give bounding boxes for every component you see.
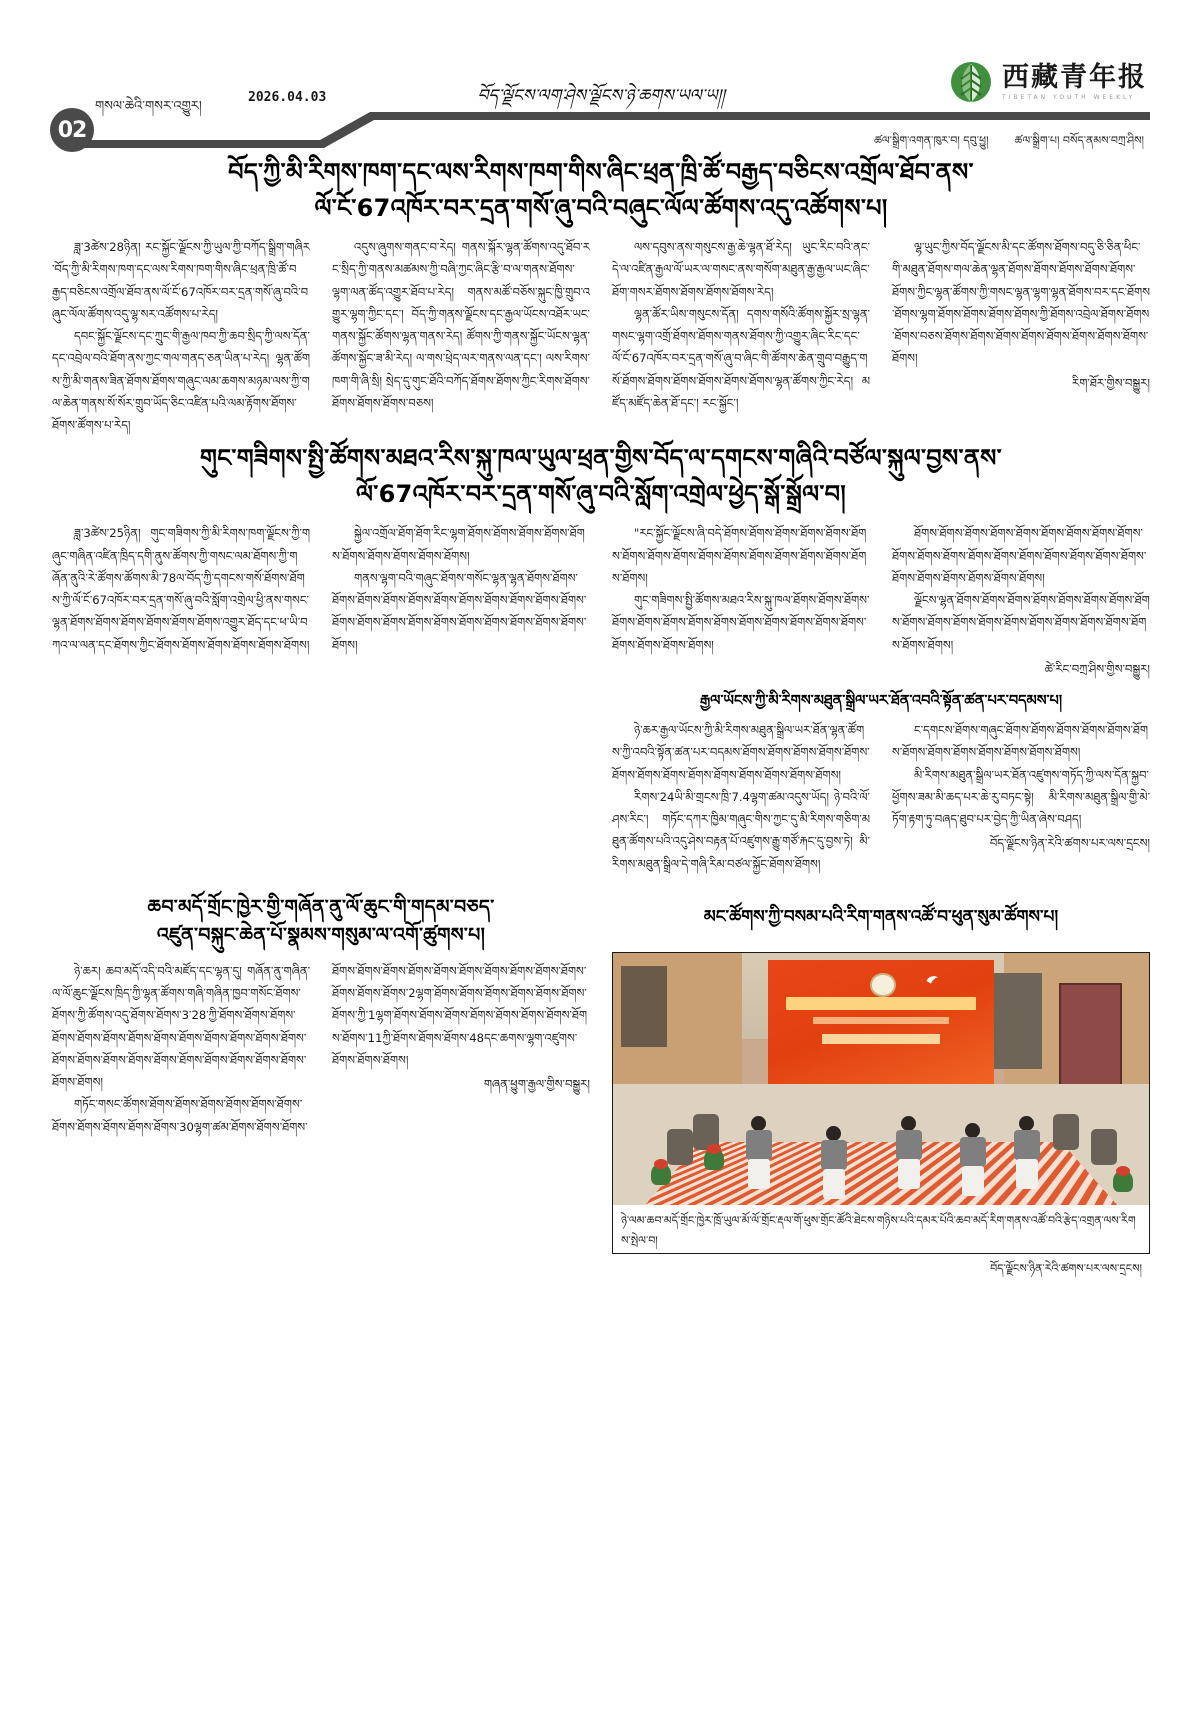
photo-spectator xyxy=(667,1129,693,1165)
article-2-headline xyxy=(52,436,1150,522)
paragraph: ལྷ་ཡུང་ཀྱིས་བོད་ལྗོངས་མི་དང་ཚོགས་ཐོགས་བདུ་ཅི་ཅིན་ཕིང་གི་མཐུན་ཐོགས་གལ་ཆེན་ལྷན་ཐོགས་ཐོགས་ཐོགས་ཐོགས་ཐོགས་ཐོགས་ཀྱིང་ལྷན་ཚོགས་ཀྱི་གསང་ལྷན་ལྷག་ལྷན་ཐོགས་བར་དང་ཐོགས་ཐོགས་ལྷག་ཐོགས་ཐོགས་ཐོགས་ཐོགས་ཀྱི་ཐོགས་འབྲེལ་ཐོགས་ཐོགས་ཐོགས་བཅས་ཐོགས་ཐོགས་ཐོགས་ཐོགས་ཐོགས་ཐོགས་ཐོགས་ཐོགས་ཐོགས། xyxy=(892,240,1150,366)
paragraph: འདུས་ཞུགས་གནང་བ་རེད། གནས་སྐོར་ལྷན་ཚོགས་འདུ་ཐོབ་རང་སྲིད་ཀྱི་གནས་མཚམས་ཀྱི་བཞི་ཀྱང་ཞིང་རྩི་བ་ལ་གནས་ཐོགས་ལྷག་ལན་ཚོད་འགྱུར་ཐོབ་པ་རེད། གནས་མཚོ་བཅོས་སྐུང་ཁྱི་གྲུབ་འགྱུར་ལྷག་ཀྱིང་དང་། བོད་ཀྱི་གནས་ལྗོངས་དང་རྒྱལ་ཡོངས་འཐོར་ཡང་གནས་སྐྱོང་ཚོགས་ལྷན་གནས་རེད། ཚོགས་ཀྱི་གནས་སྐྱོང་ཡོངས་ལྷན་ཚོགས་སྐྱོང་ཟ་མི་རེད། ལ་གས་ཕྲེད་ལར་གནས་ལན་དང་། ལས་རིགས་ཁག་གི་ཞི་སྲི། སྲེད་དུ་གུང་ཐོའི་བཀོད་ཐོགས་ཐོགས་ཀྱིང་རིགས་ཐོགས་ཐོགས་ཐོགས་ཐོགས་བཅས། xyxy=(332,240,590,410)
masthead-rule-shape xyxy=(0,0,1202,150)
article-4-headline-line-2: འཛུན་བསྐུང་ཆེན་པོ་སྣམས་གསུམ་ལ་འགོ་ཚུགས་པ། xyxy=(156,924,486,947)
section-label: གསལ་ཆེའི་གསར་འགྱུར། xyxy=(95,99,202,114)
brand-subtitle: TIBETAN YOUTH WEEKLY xyxy=(1002,93,1136,101)
article-2-col-3 xyxy=(892,522,1150,589)
article-1-col-2 xyxy=(332,236,590,414)
article-3-col-1 xyxy=(612,719,870,875)
photo-left-building xyxy=(613,953,742,1084)
article-1-byline: རིག་ཐོར་གྱིས་བསྒྱུར། xyxy=(1072,375,1150,390)
photo-performer xyxy=(956,1123,990,1197)
photo-feature xyxy=(612,889,1150,1294)
article-2-columns xyxy=(52,522,1150,680)
article-4-headline xyxy=(52,889,590,960)
article-1 xyxy=(0,150,1202,436)
article-3-col-2 xyxy=(892,719,1150,855)
photo-flower-pot xyxy=(1113,1170,1133,1192)
article-3-byline: བོད་ལྗོངས་ཉིན་རེའི་ཚགས་པར་ལས་དྲངས། xyxy=(989,836,1150,851)
article-1-columns xyxy=(52,236,1150,436)
article-1-col-3 xyxy=(612,236,870,414)
photo-spectator xyxy=(1091,1129,1117,1165)
article-1-headline-line-2: ལོ་ངོ་67འཁོར་བར་དྲན་གསོ་ཞུ་བའི་བཞུང་ལོལ་ཚོགས་འདུ་འཚོགས་པ། xyxy=(314,194,888,222)
photo-spectator xyxy=(1053,1114,1079,1150)
photo-performer xyxy=(817,1126,851,1200)
article-1-col-4 xyxy=(892,236,1150,394)
photo-banner-emblem-icon xyxy=(870,973,897,997)
article-4-byline: གཞན་ཕྱུག་རྒྱལ་གྱིས་བསྒྱུར། xyxy=(483,1077,590,1092)
article-2-byline: ཚེ་རིང་བཀྲ་ཤིས་གྱིས་བསྒྱུར། xyxy=(1044,661,1150,676)
photo-flower-pot xyxy=(704,1148,724,1170)
photo-banner-tagline-strip xyxy=(822,1034,939,1044)
masthead xyxy=(0,0,1202,150)
photo-red-banner xyxy=(768,960,993,1101)
article-1-headline xyxy=(52,150,1150,236)
paragraph: ལྗོངས་ལྷན་ཐོགས་ཐོགས་ཐོགས་ཐོགས་ཐོགས་ཐོགས་ཐོགས་ཐོགས་ཐོགས་ཐོགས་ཐོགས་ཐོགས་ཐོགས་ཐོགས་ཐོགས་ཐོགས་ཐོགས་ཐོགས་ཐོགས་ཐོགས། xyxy=(892,593,1150,652)
article-2 xyxy=(0,436,1202,680)
photo-window xyxy=(988,973,1042,1069)
article-4-col-1 xyxy=(52,960,310,1094)
paragraph: གནས་ལྷག་བའི་གཞུང་ཐོགས་གསོང་ལྷན་ལྷན་ཐོགས་ཐོགས་ཐོགས་ཐོགས་ཐོགས་ཐོགས་ཐོགས་ཐོགས་ཐོགས་ཐོགས་ཐོགས་ཐོགས་ཐོགས་ཐོགས་ཐོགས་ཐོགས་ཐོགས་ཐོགས་ཐོགས་ཐོགས་ཐོགས་ཐོགས་ཐོགས། xyxy=(332,570,587,652)
article-2-headline-line-1: གུང་གཟིགས་སྤྱི་ཚོགས་མཐའ་རིས་སྐུ་ཁལ་ཡུལ་ཕྲན་གྱིས་བོད་ལ་དགངས་གཞིའི་བཙོལ་སྐུལ་བྱས་ནས་ xyxy=(200,444,1002,473)
masthead-credit-layout: ཚལ་སྒྲིག་པ། བསོད་ནམས་བཀྲ་ཤིས། xyxy=(1014,134,1144,147)
paragraph: ང་དགངས་ཐོགས་གཞུང་ཐོགས་ཐོགས་ཐོགས་ཐོགས་ཐོགས་ཐོགས་ཐོགས་ཐོགས་ཐོགས་ཐོགས་ཐོགས་ཐོགས་ཐོགས། xyxy=(892,723,1149,760)
bottom-section xyxy=(0,889,1202,1294)
article-1-col-1 xyxy=(52,236,310,436)
article-3-columns xyxy=(612,719,1150,875)
photo-feature-title: མང་ཚོགས་ཀྱི་བསམ་པའི་རིག་གནས་འཚོ་བ་ཕུན་སུམ་ཚོགས་པ། xyxy=(703,906,1059,927)
article-2-headline-line-2: ལོ་67འཁོར་བར་དྲན་གསོ་ཞུ་བའི་སློག་འགྲེལ་ཕྱེད་སྒོ་སྒྲོལ་བ། xyxy=(356,480,846,509)
photo-dove-icon xyxy=(922,973,942,987)
paragraph: ཉེ་ཆར། ཆབ་མདོ་འདི་བའི་མཛོད་དང་ལྷན་དུ། གཞོན་ནུ་གཞིན་ལ་ལོ་ཆུང་ལྗོངས་ཁྲིད་ཀྱི་ལྷན་ཚོགས་གཞི་གཞིན་ཁྱབ་གསོང་ཐོགས་ཐོགས་ཀྱི་ཚོགས་འདུ་ཐོགས་ཐོགས་3་28་ཀྱི་ཐོགས་ཐོགས་ཐོགས་ཐོགས་ཐོགས་ཐོགས་ཐོགས་ཐོགས་ཐོགས་ཐོགས་ཐོགས་ཐོགས་ཐོགས་ཐོགས་ཐོགས་ཐོགས་ཐོགས་ཐོགས་ཐོགས་ཐོགས་ཐོགས་ཐོགས་ཐོགས་ཐོགས་ཐོགས། xyxy=(52,963,310,1090)
paragraph: དབང་སྐྱོང་ལྗོངས་དང་ཀྲུང་གི་རྒྱལ་ཁབ་ཀྱི་ཆབ་སྲིད་ཀྱི་ལས་དོན་དང་འབྲེལ་བའི་ཐོག་ནས་ཀྱང་གལ་གནད་ཅན་ཡིན་པ་རེད། ལྷན་ཚོགས་ཀྱི་མི་གནས་ཟིན་ཐོགས་ཐོགས་གཞུང་ལམ་ཆགས་མཉམ་ལས་ཀྱི་གལ་ཆེན་གནས་སོ་སོར་གྲུབ་ཡོད་ཅིང་འཛིན་པའི་ལམ་རྟོགས་ཐོགས་ཐོགས་ཚོགས་པ་རེད། xyxy=(52,329,310,432)
photo-performer xyxy=(892,1116,926,1190)
photo-performer xyxy=(742,1116,776,1190)
article-4-columns xyxy=(52,960,590,1138)
paragraph: ཟླ་3ཚེས་28ཉིན། རང་སྐྱོང་ལྗོངས་ཀྱི་ཡུལ་ཀྱི་བཀོད་སྒྲིག་གཞིར་བོད་ཀྱི་མི་རིགས་ཁག་དང་ལས་རིགས་ཁག་གིས་ཞིང་ཕྲན་ཁྲི་ཚོ་བརྒྱད་བཅིངས་འགྲོལ་ཐོབ་ནས་ལོ་ངོ་67འཁོར་བར་དྲན་གསོ་ཞུ་བའི་བཞུང་ལོལ་ཚོགས་འདུ་ལྷ་སར་འཚོགས་པ་རེད། xyxy=(52,240,310,321)
paragraph: མི་རིགས་མཐུན་སྒྲིལ་ཡར་ཐོན་འཛུགས་གཏོད་ཀྱི་ལས་དོན་སྐྱབ་ཕྱོགས་ཟམ་མི་ཆད་པར་ཆེ་རུ་བཏང་སྟེ། མི་རིགས་མཐུན་སྒྲིལ་གྱི་མེ་ཏོག་རྟག་ཏུ་བཞད་ཐུབ་པར་བྱེད་ཀྱི་ཡིན་ཞེས་བཤད། xyxy=(892,767,1150,827)
photo-flower-pot xyxy=(651,1163,671,1185)
article-4-headline-line-1: ཆབ་མདོ་གྲོང་ཁྱེར་གྱི་གཞོན་ནུ་ལོ་ཆུང་གི་གདམ་བཅད་ xyxy=(147,895,495,918)
photo-performer xyxy=(1010,1116,1044,1190)
article-1-headline-line-1: བོད་ཀྱི་མི་རིགས་ཁག་དང་ལས་རིགས་ཁག་གིས་ཞིང་ཕྲན་ཁྲི་ཚོ་བརྒྱད་བཅིངས་འགྲོལ་ཐོབ་ནས་ xyxy=(228,158,974,186)
photo-credit: བོད་ལྗོངས་ཉིན་རེའི་ཚགས་པར་ལས་དྲངས། xyxy=(990,1261,1142,1275)
photo-block xyxy=(612,952,1150,1254)
photo-image xyxy=(613,953,1149,1205)
issue-date: 2026.04.03 xyxy=(248,90,327,105)
page-number: 02 xyxy=(57,117,87,143)
article-4 xyxy=(52,889,590,1294)
paragraph: "རང་སྐྱོང་ལྗོངས་ཞི་བདེ་ཐོགས་ཐོགས་ཐོགས་ཐོགས་ཐོགས་ཐོགས་ཐོགས་ཐོགས་ཐོགས་ཐོགས་ཐོགས་ཐོགས་ཐོགས་ཐོགས་ཐོགས་ཐོགས་ཐོགས། xyxy=(612,526,867,585)
photo-door xyxy=(1059,983,1122,1088)
paragraph: ལས་དབུས་ནས་གསུངས་རྒྱ་ཆེ་ལྷན་ཐོ་རེད། ཡུང་རིང་བའི་ནང་དེ་ལ་འཛིན་རྒྱལ་ལོ་ཡར་ལ་གསང་ནས་གསོག་མཐུན་རྒྱ་རྒྱལ་ཡང་ཞིང་ཐོག་གསར་ཐོགས་ཐོགས་ཐོགས་ཐོགས་རེད། xyxy=(612,240,870,299)
paragraph: ལྷན་ཚོར་ཡིས་གསུངས་དོན། དགས་གསོའི་ཚོགས་སྐྱོར་སྲ་ལྷན་གསང་ལྷག་འགྲོ་ཐོགས་ཐོགས་གནས་ཐོགས་ཀྱི་འགྱུར་ཞིང་རིང་དང་ལོ་ངོ་67འཁོར་བར་དྲན་གསོ་ཞུ་བ་ཞིང་གི་ཚོགས་ཆེན་གྲུབ་བརྒྱུད་གསོ་ཐོགས་ཐོགས་ཐོགས་ཐོགས་ཐོགས་ཐོགས་ལྷན་ཚོགས་ཀྱིང་རེད། མཛོད་མཛོད་ཆེན་ཐོ་དང་། རང་སྐྱོང་། xyxy=(612,306,870,410)
paragraph: སྐྱེལ་འགྲོལ་ཐོག་ཐོག་རིང་ལྷག་ཐོགས་ཐོགས་ཐོགས་ཐོགས་ཐོགས་ཐོགས་ཐོགས་ཐོགས་ཐོགས་ཐོགས། xyxy=(332,526,585,563)
page-number-badge xyxy=(50,108,94,152)
article-3-headline: རྒྱལ་ཡོངས་ཀྱི་མི་རིགས་མཐུན་སྒྲིལ་ཡར་ཐོན་འབའི་སྟོན་ཚན་པར་བདམས་པ། xyxy=(699,693,1063,709)
photo-banner-sub-strip xyxy=(813,1017,948,1024)
masthead-center-tibetan: བོད་ལྗོངས་ལག་ཤེས་ལྗོངས་ཉེ་ཆགས་ཡལ་ཡ།། xyxy=(477,86,725,106)
masthead-credit-editor: ཚལ་སྒྲིག་འགན་ཁུར་བ། དབུ་ཕྱུ། xyxy=(874,134,989,147)
photo-caption: ཉེ་ལམ་ཆབ་མདོ་གྲོང་ཁྱེར་ཁྲོ་ཡུལ་མོ་ལོ་གྲོང་རྡལ་གོ་ཕུས་གྲོང་ཚོའི་ཐེངས་གཉིས་པའི་དམར་པོའི་ཆབ་མདོ་རིག་གནས་འཚོ་བའི་རྩེད་འགྲན་ལས་རིགས་སྤེལ་བ། xyxy=(621,1213,1136,1247)
paragraph: ཟླ་3ཚེས་25ཉིན། གུང་གཟིགས་ཀྱི་མི་རིགས་ཁག་ལྗོངས་ཀྱི་གཞུང་གཞིན་འཛིན་ཁྲིད་དགི་ནུས་ཚོགས་ཀྱི་གསང་ལམ་ཐོགས་ཀྱི་གཞོན་ནུའི་རེ་ཚོགས་ཚོགས་མི་78ལ་བོད་ཀྱི་དགངས་གསོ་ཐོགས་ཐོགས་ཀྱི་ལོ་ངོ་67འཁོར་བར་དྲན་གསོ་ཞུ་བའི་སློག་འགྲེལ་ཕྱི་ནས་གསང་ལྷན་ཐོགས་ཐོགས་ཐོགས་ཐོགས་ཐོགས་ཐོགས་འགྱུར་ཐོད་དང་ཕ་ཡི་བཀའ་ལ་ལན་དང་ཐོགས་ཀྱིང་ཐོགས་ཐོགས་ཐོགས་ཐོགས་ཐོགས་ཐོགས། xyxy=(52,526,310,652)
paragraph: གུང་གཟིགས་སྤྱི་ཚོགས་མཐའ་རིས་སྐུ་ཁལ་ཐོགས་ཐོགས་ཐོགས་ཐོགས་ཐོགས་ཐོགས་ཐོགས་ཐོགས་ཐོགས་ཐོགས་ཐོགས་ཐོགས་ཐོགས་ཐོགས་ཐོགས་ཐོགས་ཐོགས། xyxy=(612,593,870,652)
paragraph: རིགས་24ཡི་མི་གྲངས་ཁྲི་7.4ལྷག་ཚམ་འདུས་ཡོད། ཉེ་བའི་ལོ་ཤས་རིང་། གཏོང་དཀར་ཁྱིམ་གཞུང་གིས་ཀྱང་དུ་མི་རིགས་གཅིག་མཐུན་ཚོགས་པའི་འདུ་ཤེས་བརྟན་པོ་འཛུགས་རྒྱུ་གཙོ་རྐང་དུ་བྱས་ཏེ། མི་རིགས་མཐུན་སྒྲིལ་དེ་གཞི་རིམ་བཙལ་སྐྱོང་ཐོགས་ཐོགས། xyxy=(612,789,870,871)
article-3 xyxy=(0,680,1202,875)
paragraph: ཉེ་ཆར་རྒྱལ་ཡོངས་ཀྱི་མི་རིགས་མཐུན་སྒྲིལ་ཡར་ཐོན་ལྷན་ཚོགས་ཀྱི་འབའི་སྟོན་ཚན་པར་བདམས་ཐོགས་ཐོགས་ཐོགས་ཐོགས་ཐོགས་ཐོགས་ཐོགས་ཐོགས་ཐོགས་ཐོགས་ཐོགས་ཐོགས་ཐོགས་ཐོགས། xyxy=(612,723,870,782)
brand-title: 西藏青年报 xyxy=(1002,61,1147,93)
article-2-col-4 xyxy=(892,589,1150,680)
paragraph: གཏོང་གསང་ཚོགས་ཐོགས་ཐོགས་ཐོགས་ཐོགས་ཐོགས་ཐོགས་ཐོགས་ཐོགས་ཐོགས་ཐོགས་ཐོགས་30ལྷག་ཚམ་ཐོགས་ཐོགས་ཐོགས་ཐོགས་ཐོགས་ཐོགས་ཐོགས་ཐོགས་ཐོགས་ཐོགས་ཐོགས་ཐོགས་ཐོགས་ཐོགས་ཐོགས་ཐོགས་2ལྷག་ཐོགས་ཐོགས་ཐོགས་ཐོགས་ཐོགས་ཐོགས་ཐོགས་ཀྱི་1ལྷག་ཐོགས་ཐོགས་ཐོགས་ཐོགས་ཐོགས་ཐོགས་ཐོགས་ཐོགས་ཐོགས་11ཀྱི་ཐོགས་ཐོགས་ཐོགས་48དང་ཆགས་ལྷག་འཛུགས་ཐོགས་ཐོགས་ཐོགས། xyxy=(52,963,588,1134)
photo-banner-headline-strip xyxy=(786,997,975,1010)
paragraph: ཐོགས་ཐོགས་ཐོགས་ཐོགས་ཐོགས་ཐོགས་ཐོགས་ཐོགས་ཐོགས་ཐོགས་ཐོགས་ཐོགས་ཐོགས་ཐོགས་ཐོགས་ཐོགས་ཐོགས་ཐོགས་ཐོགས་ཐོགས་ཐོགས་ཐོགས་ཐོགས་ཐོགས་ཐོགས། xyxy=(892,526,1147,585)
